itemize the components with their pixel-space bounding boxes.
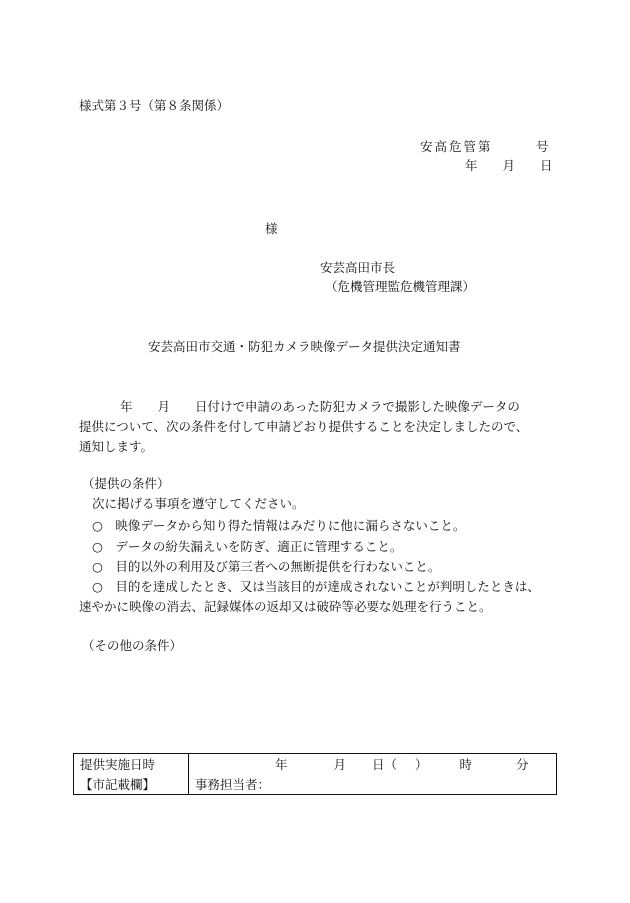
body-line-3: 通知します。 [79,439,154,454]
datetime-month: 月 [333,757,347,772]
condition-item: ○ 目的以外の利用及び第三者への無断提供を行わないこと。 [92,559,441,574]
condition-item: ○ データの紛失漏えいを防ぎ、適正に管理すること。 [92,539,403,554]
document-number: 安高危管第 号 [420,139,551,154]
datetime-hour: 時 [459,757,473,772]
conditions-intro: 次に掲げる事項を遵守してください。 [92,496,305,511]
record-label-datetime: 提供実施日時 [74,754,189,775]
record-label-city: 【市記載欄】 [74,774,189,795]
sender-name: 安芸高田市長 [320,260,396,275]
document-title: 安芸高田市交通・防犯カメラ映像データ提供決定通知書 [148,339,461,354]
datetime-day-open: 日（ [372,757,398,772]
conditions-heading: （提供の条件） [82,476,170,491]
record-staff: 事務担当者： [189,774,557,795]
record-box [73,753,557,795]
body-line-2: 提供について、次の条件を付して申請どおり提供することを決定しましたので、 [79,419,529,434]
datetime-year: 年 [275,757,288,772]
condition-item: ○ 目的を達成したとき、又は当該目的が達成されないことが判明したときは、 [92,579,540,594]
body-line-1: 年 月 日付けで申請のあった防犯カメラで撮影した映像データの [120,399,520,414]
condition-item: ○ 映像データから知り得た情報はみだりに他に漏らさないこと。 [92,518,466,533]
other-conditions-heading: （その他の条件） [82,638,183,653]
datetime-paren-close: ） [415,757,428,772]
addressee-suffix: 様 [265,221,278,236]
form-number: 様式第３号（第８条関係） [79,98,230,113]
issue-date: 年 月 日 [465,158,553,173]
sender-department: （危機管理監危機管理課） [325,279,476,294]
datetime-minute: 分 [516,757,529,772]
record-datetime-fields [189,754,557,775]
condition-item-continuation: 速やかに映像の消去、記録媒体の返却又は破砕等必要な処理を行うこと。 [79,599,492,614]
